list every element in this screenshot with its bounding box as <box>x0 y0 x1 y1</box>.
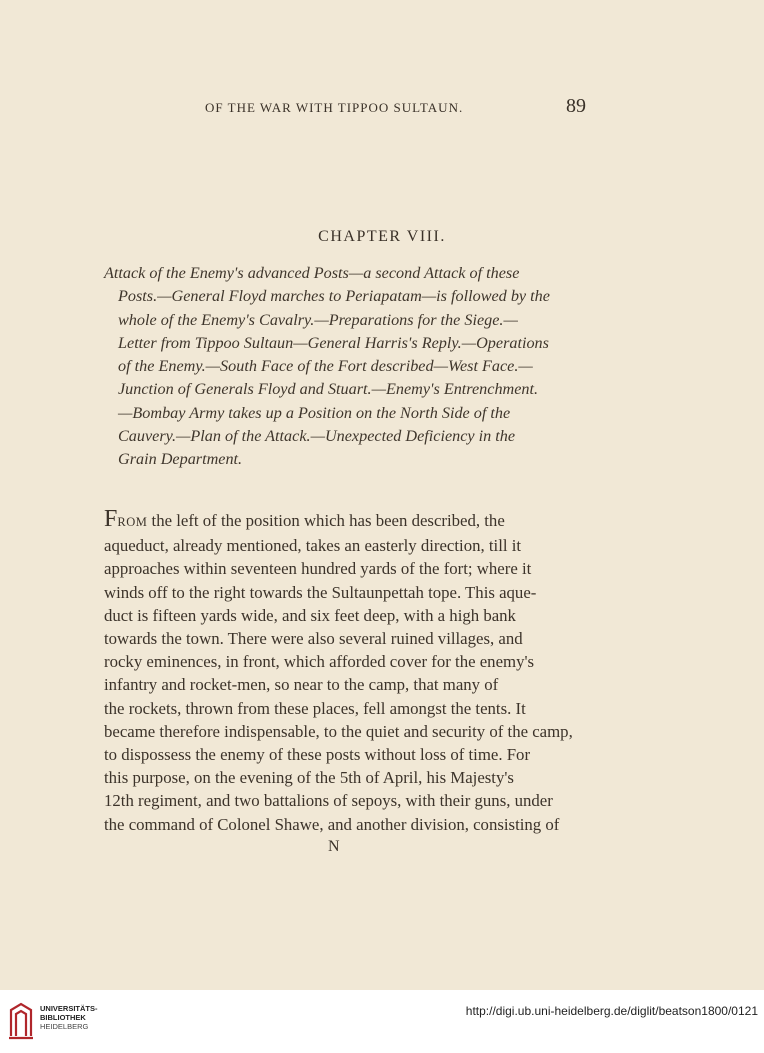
summary-line: Junction of Generals Floyd and Stuart.—Enemy's Entrenchment. <box>118 380 539 399</box>
body-line: infantry and rocket-men, so near to the camp, that many of <box>104 675 499 695</box>
running-head: OF THE WAR WITH TIPPOO SULTAUN. <box>205 100 464 115</box>
body-line: became therefore indispensable, to the quiet and security of the camp, <box>104 721 573 741</box>
page-number: 89 <box>566 95 586 117</box>
summary-line: Posts.—General Floyd marches to Periapatam—is followed by the <box>118 287 550 306</box>
chapter-summary <box>104 262 604 472</box>
body-line: approaches within seventeen hundred yards of the fort; where it <box>104 559 532 579</box>
body-line: towards the town. There were also several ruined villages, and <box>104 629 523 649</box>
body-line: this purpose, on the evening of the 5th of April, his Majesty's <box>104 768 514 788</box>
library-name-line2: BIBLIOTHEK <box>40 1013 86 1022</box>
library-name <box>40 1004 98 1031</box>
body-line: 12th regiment, and two battalions of sepoys, with their guns, under <box>104 791 553 811</box>
body-paragraph <box>104 508 604 836</box>
first-line-rest: the left of the position which has been described, the <box>147 511 505 530</box>
library-logo-icon <box>7 1000 35 1040</box>
body-line: duct is fifteen yards wide, and six feet deep, with a high bank <box>104 605 516 625</box>
footer <box>0 990 764 1053</box>
body-line: the command of Colonel Shawe, and another division, consisting of <box>104 814 560 834</box>
body-line: winds off to the right towards the Sultaunpettah tope. This aque- <box>104 582 537 602</box>
library-name-line3: HEIDELBERG <box>40 1022 89 1031</box>
summary-line: Cauvery.—Plan of the Attack.—Unexpected Deficiency in the <box>118 427 516 446</box>
summary-line: Grain Department. <box>118 450 243 469</box>
body-line: the rockets, thrown from these places, fell amongst the tents. It <box>104 698 526 718</box>
body-line: aqueduct, already mentioned, takes an easterly direction, till it <box>104 536 522 556</box>
body-line: to dispossess the enemy of these posts without loss of time. For <box>104 745 531 765</box>
summary-line: Letter from Tippoo Sultaun—General Harris's Reply.—Operations <box>118 333 549 352</box>
summary-line: of the Enemy.—South Face of the Fort described—West Face.— <box>118 357 533 376</box>
signature-mark: N <box>328 838 340 855</box>
source-url-link[interactable]: http://digi.ub.uni-heidelberg.de/diglit/beatson1800/0121 <box>465 1004 758 1018</box>
summary-line: —Bombay Army takes up a Position on the North Side of the <box>118 403 511 422</box>
library-name-line1: UNIVERSITÄTS- <box>40 1004 98 1013</box>
summary-line: whole of the Enemy's Cavalry.—Preparations for the Siege.— <box>118 310 518 329</box>
body-line: rocky eminences, in front, which afforded cover for the enemy's <box>104 652 535 672</box>
body-first-line <box>104 508 604 534</box>
first-word-small-caps: ROM <box>117 515 148 529</box>
summary-line: Attack of the Enemy's advanced Posts—a second Attack of these <box>104 264 520 282</box>
chapter-title: CHAPTER VIII. <box>318 228 446 245</box>
drop-cap: F <box>104 506 118 532</box>
